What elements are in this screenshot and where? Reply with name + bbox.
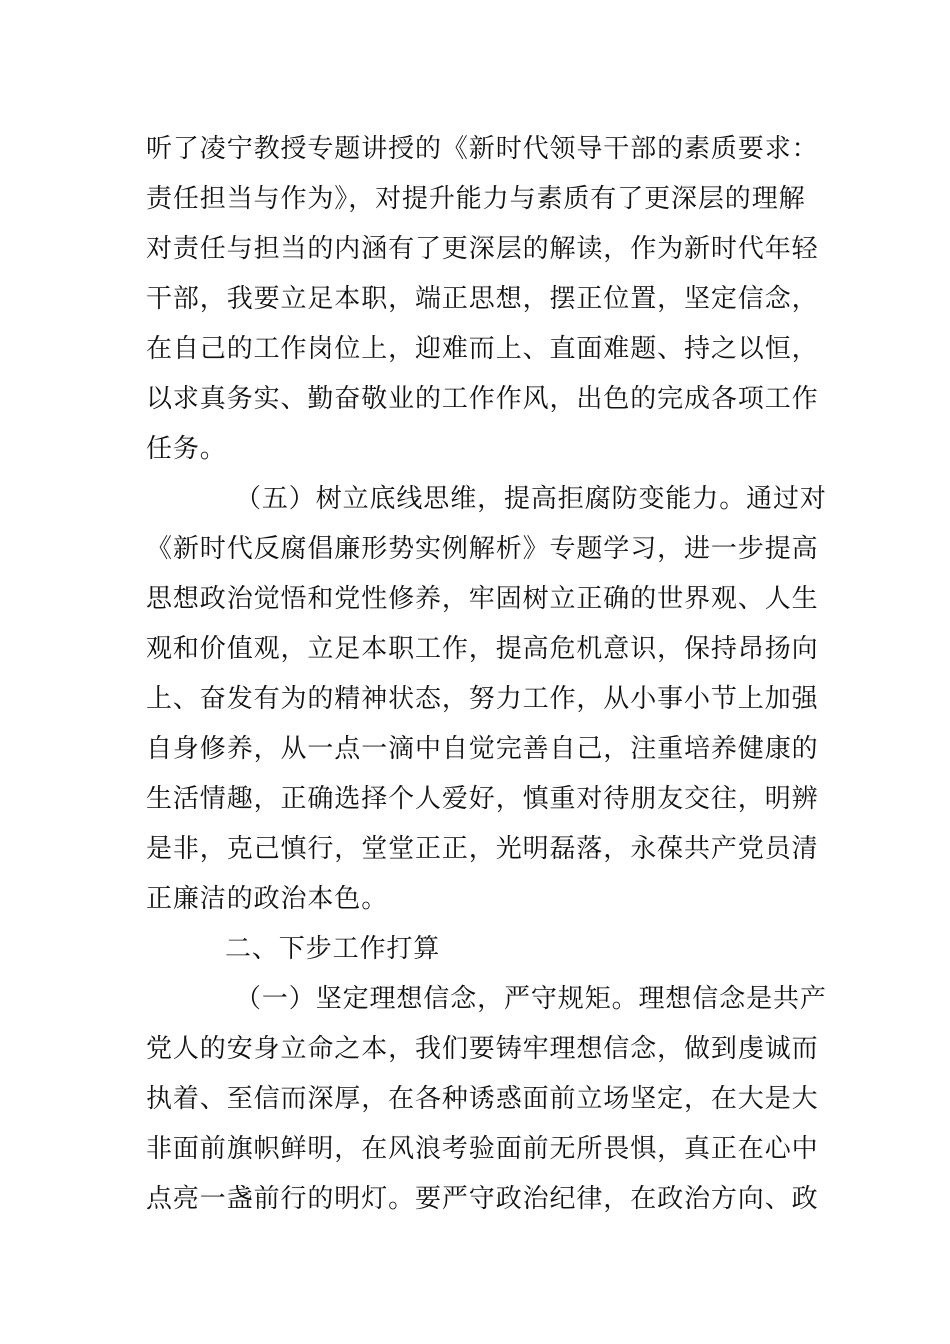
paragraph-line: 点亮一盏前行的明灯。要严守政治纪律，在政治方向、政: [146, 1184, 819, 1214]
paragraph-line: 正廉洁的政治本色。: [146, 884, 389, 914]
paragraph-line: 在自己的工作岗位上，迎难而上、直面难题、持之以恒，: [146, 334, 819, 364]
paragraph-line: 生活情趣，正确选择个人爱好，慎重对待朋友交往，明辨: [146, 784, 819, 814]
paragraph-line: 任务。: [146, 434, 227, 464]
paragraph-line: 对责任与担当的内涵有了更深层的解读，作为新时代年轻: [146, 234, 819, 264]
document-body: [146, 124, 827, 1224]
section-heading-next-steps: 二、下步工作打算: [225, 934, 441, 964]
paragraph-line: 《新时代反腐倡廉形势实例解析》专题学习，进一步提高: [146, 534, 819, 564]
paragraph-line: 自身修养，从一点一滴中自觉完善自己，注重培养健康的: [146, 734, 819, 764]
paragraph-line: 听了凌宁教授专题讲授的《新时代领导干部的素质要求：: [146, 134, 819, 164]
paragraph-line: 以求真务实、勤奋敬业的工作作风，出色的完成各项工作: [146, 384, 819, 414]
paragraph-line: 党人的安身立命之本，我们要铸牢理想信念，做到虔诚而: [146, 1034, 819, 1064]
paragraph-line: 执着、至信而深厚，在各种诱惑面前立场坚定，在大是大: [146, 1084, 819, 1114]
paragraph-line: 观和价值观，立足本职工作，提高危机意识，保持昂扬向: [146, 634, 819, 664]
paragraph-line: 非面前旗帜鲜明，在风浪考验面前无所畏惧，真正在心中: [146, 1134, 819, 1164]
section-one-heading-line: （一）坚定理想信念，严守规矩。理想信念是共产: [235, 984, 827, 1014]
paragraph-line: 责任担当与作为》，对提升能力与素质有了更深层的理解: [146, 184, 806, 214]
paragraph-line: 是非，克己慎行，堂堂正正，光明磊落，永葆共产党员清: [146, 834, 819, 864]
section-five-heading-line: （五）树立底线思维，提高拒腐防变能力。通过对: [235, 484, 827, 514]
paragraph-line: 上、奋发有为的精神状态，努力工作，从小事小节上加强: [146, 684, 819, 714]
paragraph-line: 思想政治觉悟和党性修养，牢固树立正确的世界观、人生: [146, 584, 819, 614]
paragraph-line: 干部，我要立足本职，端正思想，摆正位置，坚定信念，: [146, 284, 819, 314]
